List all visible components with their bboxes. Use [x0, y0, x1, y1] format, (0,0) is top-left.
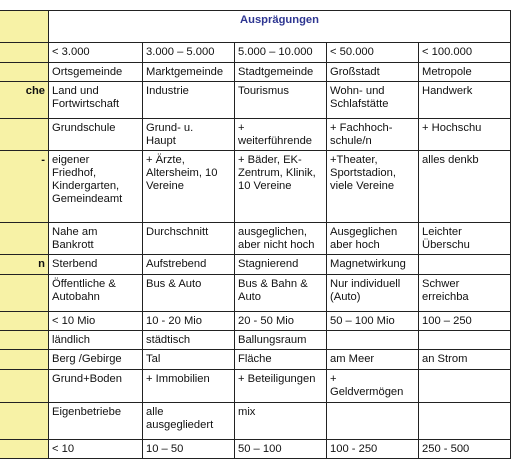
table-cell: an Strom	[419, 350, 511, 370]
row-label	[0, 119, 49, 151]
table-cell: +Theater, Sportstadion, viele Vereine	[327, 151, 419, 223]
table-cell: Nur individuell (Auto)	[327, 275, 419, 312]
table-row	[0, 119, 511, 151]
table-cell: Land und Fortwirtschaft	[49, 82, 143, 119]
table-row	[0, 82, 511, 119]
table-cell: 10 – 50	[143, 440, 235, 459]
table-row	[0, 312, 511, 331]
table-row	[0, 151, 511, 223]
label-header-cell	[0, 11, 49, 43]
table-cell: Grund+Boden	[49, 370, 143, 403]
table-cell: städtisch	[143, 331, 235, 350]
row-label	[0, 370, 49, 403]
table-cell: Tal	[143, 350, 235, 370]
table-cell: < 3.000	[49, 43, 143, 63]
table-row	[0, 275, 511, 312]
table-cell: Sterbend	[49, 255, 143, 275]
table-cell: ländlich	[49, 331, 143, 350]
table-cell: < 50.000	[327, 43, 419, 63]
row-label	[0, 275, 49, 312]
table-cell	[419, 331, 511, 350]
table-cell: 100 - 250	[327, 440, 419, 459]
table-cell: 100 – 250	[419, 312, 511, 331]
table-cell: Industrie	[143, 82, 235, 119]
table-cell	[327, 403, 419, 440]
table-cell	[419, 370, 511, 403]
table-cell: Nahe am Bankrott	[49, 223, 143, 255]
table-cell: < 10	[49, 440, 143, 459]
table-cell: < 100.000	[419, 43, 511, 63]
table-cell: Marktgemeinde	[143, 63, 235, 82]
row-label	[0, 440, 49, 459]
table-cell	[419, 255, 511, 275]
table-cell: Grund- u. Haupt	[143, 119, 235, 151]
row-label: che	[0, 82, 49, 119]
table-cell: Ortsgemeinde	[49, 63, 143, 82]
table-cell: Aufstrebend	[143, 255, 235, 275]
table-cell: mix	[235, 403, 327, 440]
row-label	[0, 331, 49, 350]
table-cell: 50 – 100	[235, 440, 327, 459]
table-cell: + Ärzte, Altersheim, 10 Vereine	[143, 151, 235, 223]
table-cell: 50 – 100 Mio	[327, 312, 419, 331]
row-label	[0, 43, 49, 63]
table-cell: Durchschnitt	[143, 223, 235, 255]
table-cell: < 10 Mio	[49, 312, 143, 331]
table-cell: Metropole	[419, 63, 511, 82]
table-cell: Berg /Gebirge	[49, 350, 143, 370]
table-cell: Tourismus	[235, 82, 327, 119]
table-cell: + weiterführende	[235, 119, 327, 151]
row-label	[0, 403, 49, 440]
table-cell: + Bäder, EK- Zentrum, Klinik, 10 Vereine	[235, 151, 327, 223]
table-row	[0, 223, 511, 255]
table-row	[0, 43, 511, 63]
row-label	[0, 350, 49, 370]
table-cell: + Geldvermögen	[327, 370, 419, 403]
table-cell: 20 - 50 Mio	[235, 312, 327, 331]
table-row	[0, 403, 511, 440]
table-row	[0, 331, 511, 350]
row-label	[0, 63, 49, 82]
table-cell: Ausgeglichen aber hoch	[327, 223, 419, 255]
table-row	[0, 440, 511, 459]
table-cell: ausgeglichen, aber nicht hoch	[235, 223, 327, 255]
table-row	[0, 63, 511, 82]
table-cell: Stagnierend	[235, 255, 327, 275]
table-cell: Eigenbetriebe	[49, 403, 143, 440]
table-cell: am Meer	[327, 350, 419, 370]
table-cell: Öffentliche & Autobahn	[49, 275, 143, 312]
table-cell: + Beteiligungen	[235, 370, 327, 403]
table-cell: Wohn- und Schlafstätte	[327, 82, 419, 119]
row-label: -	[0, 151, 49, 223]
table-row	[0, 370, 511, 403]
table-cell: alles denkb	[419, 151, 511, 223]
table-cell: Bus & Auto	[143, 275, 235, 312]
table-cell: + Hochschu	[419, 119, 511, 151]
table-cell: Großstadt	[327, 63, 419, 82]
table-cell: Leichter Überschu	[419, 223, 511, 255]
table-cell: Schwer erreichba	[419, 275, 511, 312]
row-label	[0, 312, 49, 331]
row-label	[0, 223, 49, 255]
table-cell: 10 - 20 Mio	[143, 312, 235, 331]
table-cell: Magnetwirkung	[327, 255, 419, 275]
table-cell	[419, 403, 511, 440]
table-cell: 250 - 500	[419, 440, 511, 459]
characteristics-table	[0, 10, 511, 459]
table-cell: + Immobilien	[143, 370, 235, 403]
table-header-title: Ausprägungen	[49, 11, 511, 43]
table-cell: Handwerk	[419, 82, 511, 119]
table-cell	[327, 331, 419, 350]
table-cell: Stadtgemeinde	[235, 63, 327, 82]
table-cell: Bus & Bahn & Auto	[235, 275, 327, 312]
table-cell: Ballungsraum	[235, 331, 327, 350]
table-cell: Grundschule	[49, 119, 143, 151]
table-cell: eigener Friedhof, Kindergarten, Gemeindeamt	[49, 151, 143, 223]
table-row	[0, 350, 511, 370]
row-label: n	[0, 255, 49, 275]
table-cell: 3.000 – 5.000	[143, 43, 235, 63]
table-cell: alle ausgegliedert	[143, 403, 235, 440]
table-cell: 5.000 – 10.000	[235, 43, 327, 63]
table-row	[0, 255, 511, 275]
table-cell: + Fachhoch- schule/n	[327, 119, 419, 151]
table-cell: Fläche	[235, 350, 327, 370]
